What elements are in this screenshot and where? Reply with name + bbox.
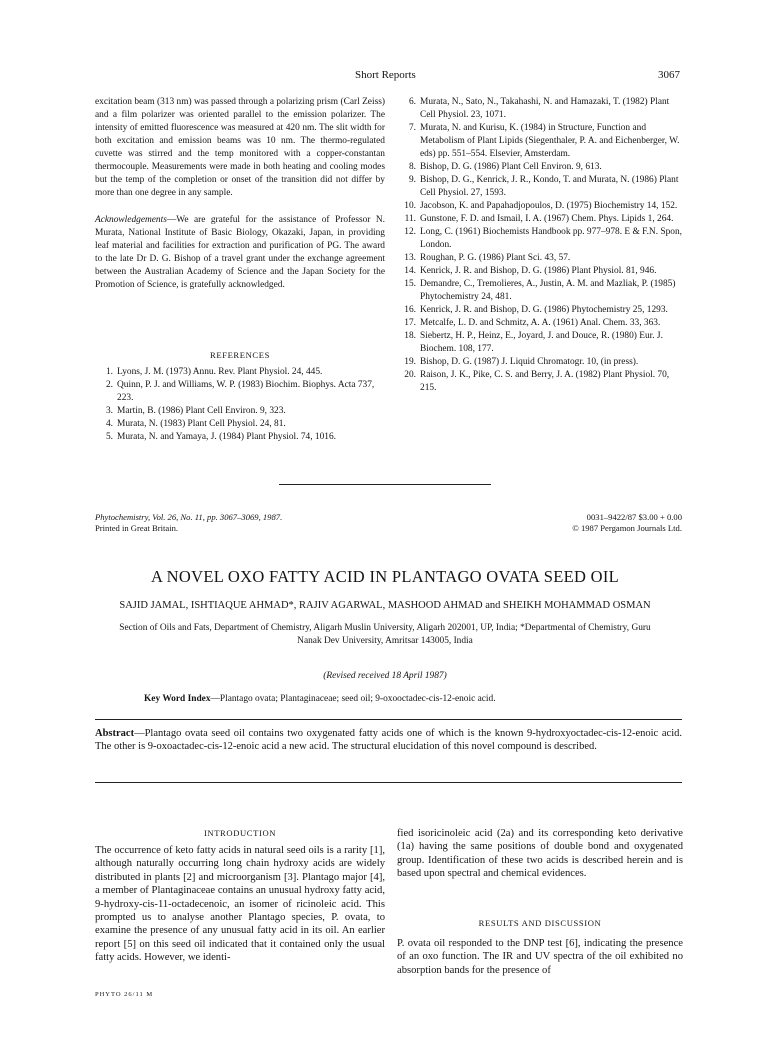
reference-item <box>95 431 385 444</box>
journal-citation-line: Phytochemistry, Vol. 26, No. 11, pp. 3067–3069, 1987. <box>95 512 283 522</box>
running-header-section: Short Reports <box>355 69 416 81</box>
reference-number: 19. <box>404 357 416 367</box>
reference-number: 13. <box>404 253 416 263</box>
reference-text: Roughan, P. G. (1986) Plant Sci. 43, 57. <box>420 253 571 263</box>
revised-date: (Revised received 18 April 1987) <box>323 671 447 681</box>
reference-number: 7. <box>408 123 416 133</box>
reference-item <box>398 96 682 122</box>
reference-item <box>398 369 682 395</box>
article-affiliation: Section of Oils and Fats, Department of Chemistry, Aligarh Muslin University, Aligarh 202001, UP, India; *Departmental of Chemistry, Guru Nanak Dev University, Amritsar 143005, India <box>119 623 651 646</box>
reference-item <box>95 418 385 431</box>
reference-text: Gunstone, F. D. and Ismail, I. A. (1967) Chem. Phys. Lipids 1, 264. <box>420 214 674 224</box>
reference-text: Bishop, D. G., Kenrick, J. R., Kondo, T. and Murata, N. (1986) Plant Cell Physiol. 27, 1593. <box>420 175 679 198</box>
reference-item <box>398 330 682 356</box>
reference-number: 17. <box>404 318 416 328</box>
acknowledgements-label: Acknowledgements <box>95 215 167 225</box>
reference-text: Long, C. (1961) Biochemists Handbook pp. 977–978. E & F.N. Spon, London. <box>420 227 683 250</box>
reference-item <box>95 405 385 418</box>
reference-text: Lyons, J. M. (1973) Annu. Rev. Plant Physiol. 24, 445. <box>117 367 323 377</box>
reference-number: 10. <box>404 201 416 211</box>
copyright-info <box>470 512 682 534</box>
references-list-left <box>95 366 385 444</box>
reference-text: Quinn, P. J. and Williams, W. P. (1983) Biochim. Biophys. Acta 737, 223. <box>117 380 375 403</box>
introduction-text: The occurrence of keto fatty acids in natural seed oils is a rarity [1], although naturally occurring long chain hydroxy acids are widely distributed in plants [2] and microorganism [3]. Plantago major [4], a member of Plantaginaceae contains an unusual hydroxy fatty acid, 9-hydroxy-cis-11-octadecenoic, an isomer of ricinoleic acid. This prompted us to analyse another Plantago species, P. ovata, to examine the presence of any unusual fatty acid in its oil. An earlier report [5] on this seed oil indicated that it contained only the usual fatty acids. However, we identi- <box>95 845 385 964</box>
reference-number: 18. <box>404 331 416 341</box>
reference-number: 15. <box>404 279 416 289</box>
reference-number: 5. <box>105 432 113 442</box>
reference-text: Demandre, C., Tremolieres, A., Justin, A. M. and Mazliak, P. (1985) Phytochemistry 24, 481. <box>420 279 676 302</box>
reference-number: 2. <box>105 380 113 390</box>
reference-number: 11. <box>404 214 416 224</box>
references-heading: REFERENCES <box>210 350 270 360</box>
reference-item <box>398 213 682 226</box>
reference-item <box>398 122 682 161</box>
acknowledgements-text: —We are grateful for the assistance of Professor N. Murata, National Institute of Basic Biology, Okazaki, Japan, in providing leaf material and facilities for extraction and purification of PG. The award to the late Dr D. G. Bishop of a travel grant under the exchange agreement between the Australian Academy of Science and the Japan Society for the Promotion of Science, is gratefully acknowledged. <box>95 215 385 290</box>
reference-text: Murata, N. and Kurisu, K. (1984) in Structure, Function and Metabolism of Plant Lipids (Siegenthaler, P. A. and Eichenberger, W. eds) pp. 551–554. Elsevier, Amsterdam. <box>420 123 680 159</box>
reference-text: Bishop, D. G. (1987) J. Liquid Chromatogr. 10, (in press). <box>420 357 639 367</box>
reference-number: 12. <box>404 227 416 237</box>
reference-number: 16. <box>404 305 416 315</box>
reference-text: Murata, N. and Yamaya, J. (1984) Plant Physiol. 74, 1016. <box>117 432 336 442</box>
reference-text: Murata, N. (1983) Plant Cell Physiol. 24, 81. <box>117 419 286 429</box>
reference-item <box>398 226 682 252</box>
abstract-top-rule <box>95 719 682 720</box>
reference-item <box>398 174 682 200</box>
keyword-index-text: —Plantago ovata; Plantaginaceae; seed oil; 9-oxooctadec-cis-12-enoic acid. <box>210 694 496 704</box>
footer-code: PHYTO 26/11 M <box>95 991 154 998</box>
reference-item <box>398 200 682 213</box>
reference-number: 3. <box>105 406 113 416</box>
reference-item <box>95 366 385 379</box>
results-heading: RESULTS AND DISCUSSION <box>478 918 602 928</box>
keyword-index <box>144 694 664 704</box>
reference-text: Kenrick, J. R. and Bishop, D. G. (1986) Phytochemistry 25, 1293. <box>420 305 668 315</box>
reference-number: 1. <box>105 367 113 377</box>
reference-text: Jacobson, K. and Papahadjopoulos, D. (1975) Biochemistry 14, 152. <box>420 201 678 211</box>
introduction-continued-text: fied isoricinoleic acid (2a) and its corresponding keto derivative (1a) having the same positions of double bond and oxygenated group. Identification of these two acids is described herein and is based upon spectral and chemical evidences. <box>397 828 683 880</box>
abstract <box>95 727 682 753</box>
article-authors: SAJID JAMAL, ISHTIAQUE AHMAD*, RAJIV AGARWAL, MASHOOD AHMAD and SHEIKH MOHAMMAD OSMAN <box>119 600 651 611</box>
reference-number: 20. <box>404 370 416 380</box>
reference-item <box>398 278 682 304</box>
reference-item <box>398 265 682 278</box>
previous-article-left-column <box>95 96 385 292</box>
reference-text: Siebertz, H. P., Heinz, E., Joyard, J. and Douce, R. (1980) Eur. J. Biochem. 108, 177. <box>420 331 663 354</box>
keyword-index-label: Key Word Index <box>144 694 211 704</box>
reference-number: 9. <box>408 175 416 185</box>
reference-item <box>398 304 682 317</box>
abstract-label: Abstract <box>95 728 135 739</box>
copyright-line: © 1987 Pergamon Journals Ltd. <box>572 523 682 533</box>
references-list-right <box>398 96 682 395</box>
journal-printed-line: Printed in Great Britain. <box>95 523 179 533</box>
abstract-text: —Plantago ovata seed oil contains two oxygenated fatty acids one of which is the known 9-hydroxyoctadec-cis-12-enoic acid. The other is 9-oxoactadec-cis-12-enoic acid a new acid. The structural elucidation of this novel compound is described. <box>95 728 682 752</box>
article-separator-rule <box>279 484 491 485</box>
reference-item <box>398 252 682 265</box>
introduction-heading: INTRODUCTION <box>203 828 277 838</box>
reference-item <box>398 356 682 369</box>
reference-number: 6. <box>408 97 416 107</box>
journal-info <box>95 512 282 534</box>
reference-text: Martin, B. (1986) Plant Cell Environ. 9, 323. <box>117 406 286 416</box>
page-number: 3067 <box>658 69 680 81</box>
article-title: A NOVEL OXO FATTY ACID IN PLANTAGO OVATA SEED OIL <box>150 567 620 586</box>
acknowledgements-paragraph <box>95 214 385 292</box>
reference-text: Murata, N., Sato, N., Takahashi, N. and Hamazaki, T. (1982) Plant Cell Physiol. 23, 1071. <box>420 97 670 120</box>
reference-number: 4. <box>105 419 113 429</box>
reference-text: Kenrick, J. R. and Bishop, D. G. (1986) Plant Physiol. 81, 946. <box>420 266 657 276</box>
results-text: P. ovata oil responded to the DNP test [6], indicating the presence of an oxo function. The IR and UV spectra of the oil exhibited no absorption bands for the presence of <box>397 938 683 976</box>
reference-item <box>398 317 682 330</box>
reference-text: Metcalfe, L. D. and Schmitz, A. A. (1961) Anal. Chem. 33, 363. <box>420 318 661 328</box>
reference-item <box>398 161 682 174</box>
reference-text: Bishop, D. G. (1986) Plant Cell Environ. 9, 613. <box>420 162 602 172</box>
issn-price-line: 0031–9422/87 $3.00 + 0.00 <box>586 512 682 522</box>
abstract-bottom-rule <box>95 782 682 783</box>
reference-item <box>95 379 385 405</box>
reference-text: Raison, J. K., Pike, C. S. and Berry, J. A. (1982) Plant Physiol. 70, 215. <box>420 370 670 393</box>
methods-paragraph: excitation beam (313 nm) was passed through a polarizing prism (Carl Zeiss) and a film polarizer was oriented parallel to the emission polarizer. The intensity of emitted fluorescence was measured at 420 nm. The slit width for both excitation and emission beams was 10 nm. The thermo-regulated cuvette was stirred and the temp monitored with a copper-constantan thermocouple. Measurements were made in both heating and cooling modes but the temp of the completion or onset of the transition did not differ by more than one degree in any sample. <box>95 97 385 198</box>
reference-number: 8. <box>408 162 416 172</box>
reference-number: 14. <box>404 266 416 276</box>
